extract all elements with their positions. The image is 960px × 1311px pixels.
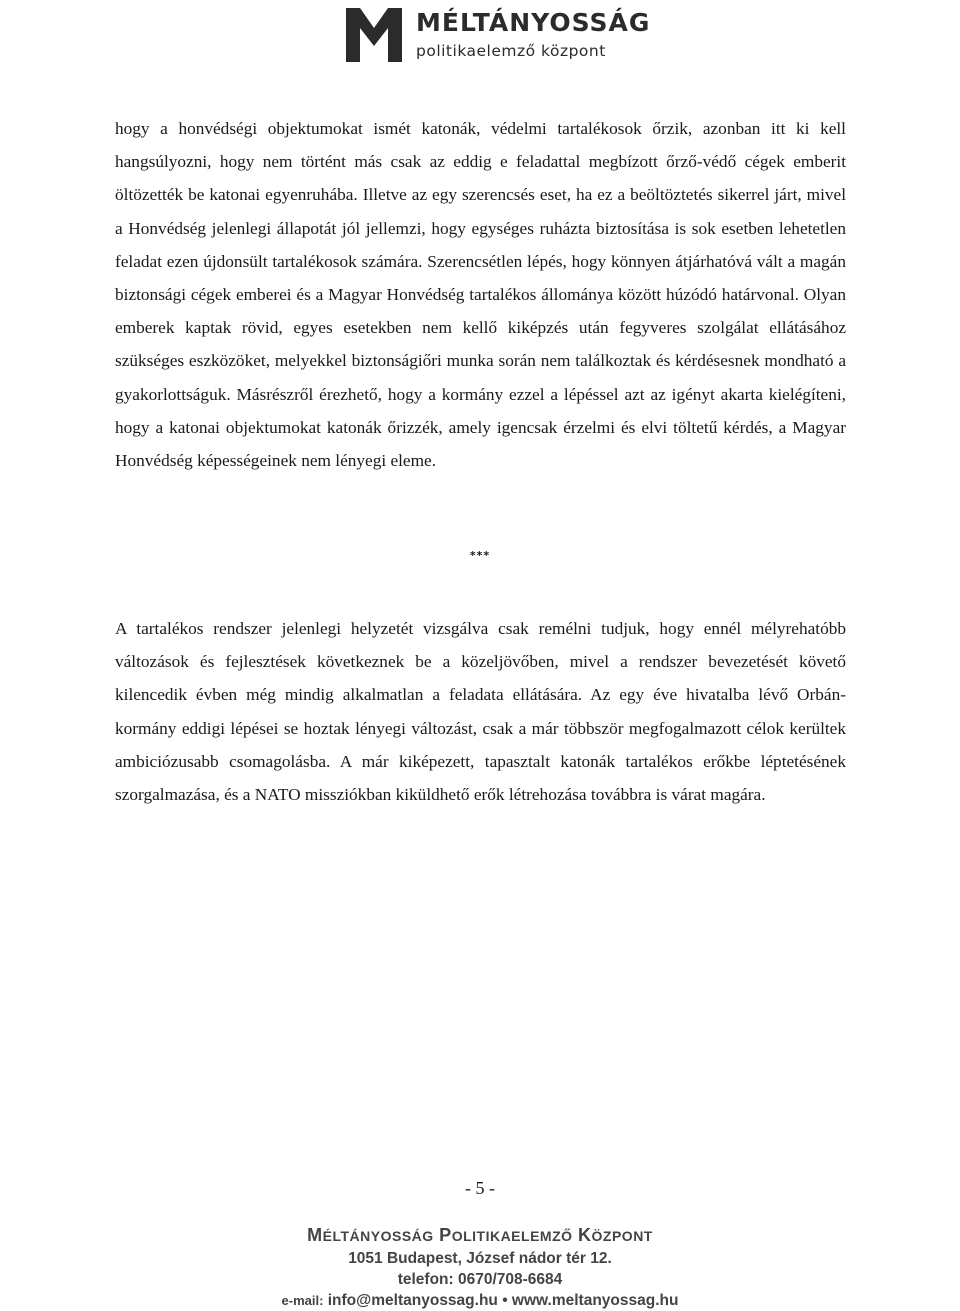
page-number: - 5 -: [465, 1178, 495, 1198]
footer-org-word: ÖZPONT: [591, 1228, 653, 1244]
footer-contact: [0, 1290, 960, 1311]
logo-title: MÉLTÁNYOSSÁG: [416, 8, 651, 37]
footer-org-initial: P: [439, 1225, 452, 1245]
logo-subtitle: politikaelemző központ: [416, 42, 606, 60]
footer-email-label: e-mail:: [281, 1293, 324, 1308]
footer-org-word: ÉLTÁNYOSSÁG: [322, 1228, 434, 1244]
meltanyossag-logo-icon: [344, 6, 404, 64]
section-separator: ***: [469, 549, 491, 562]
footer-organization: [0, 1223, 960, 1248]
footer-org-word: OLITIKAELEMZŐ: [451, 1228, 573, 1244]
footer-org-initial: K: [578, 1225, 592, 1245]
footer-phone: telefon: 0670/708-6684: [397, 1271, 563, 1288]
footer-address: 1051 Budapest, József nádor tér 12.: [348, 1250, 612, 1267]
body-paragraph-2: A tartalékos rendszer jelenlegi helyzetét vizsgálva csak remélni tudjuk, hogy ennél mélyrehatóbb változások és fejlesztések következnek be a közeljövőben, mivel a rendszer bevezetését követő kilencedik évben még mindig alkalmatlan a feladata ellátására. Az egy éve hivatalba lévő Orbán-kormány eddigi lépései se hoztak lényegi változást, csak a már többször megfogalmazott célok kerültek ambiciózusabb csomagolásba. A már kiképezett, tapasztalt katonák tartalékos erőkbe léptetésének szorgalmazása, és a NATO missziókban kiküldhető erők létrehozása továbbra is várat magára.: [115, 619, 846, 805]
footer-org-initial: M: [307, 1225, 323, 1245]
footer: [0, 1223, 960, 1311]
footer-email-web[interactable]: info@meltanyossag.hu • www.meltanyossag.hu: [327, 1292, 679, 1309]
body-paragraph-1: hogy a honvédségi objektumokat ismét katonák, védelmi tartalékosok őrzik, azonban itt ki kell hangsúlyozni, hogy nem történt más csak az eddig e feladattal megbízott őrző-védő cégek emberit öltözették be katonai egyenruhába. Illetve az egy szerencsés eset, ha ez a beöltöztetés sikerrel járt, mivel a Honvédség jelenlegi állapotát jól jellemzi, hogy egységes ruházta biztosítása is sok esetben lehetetlen feladat ezen újdonsült tartalékosok számára. Szerencsétlen lépés, hogy könnyen átjárhatóvá vált a magán biztonsági cégek emberei és a Magyar Honvédség tartalékos állománya között húzódó határvonal. Olyan emberek kaptak rövid, egyes esetekben nem kellő kiképzés után fegyveres szolgálat ellátásához szükséges eszközöket, melyekkel biztonságiőri munka során nem találkoztak és kérdésesnek mondható a gyakorlottságuk. Másrészről érezhető, hogy a kormány ezzel a lépéssel azt az igényt akarta kielégíteni, hogy a katonai objektumokat katonák őrizzék, amely igencsak érzelmi és elvi töltetű kérdés, a Magyar Honvédség képességeinek nem lényegi eleme.: [115, 119, 846, 471]
header-logo: [344, 4, 651, 66]
